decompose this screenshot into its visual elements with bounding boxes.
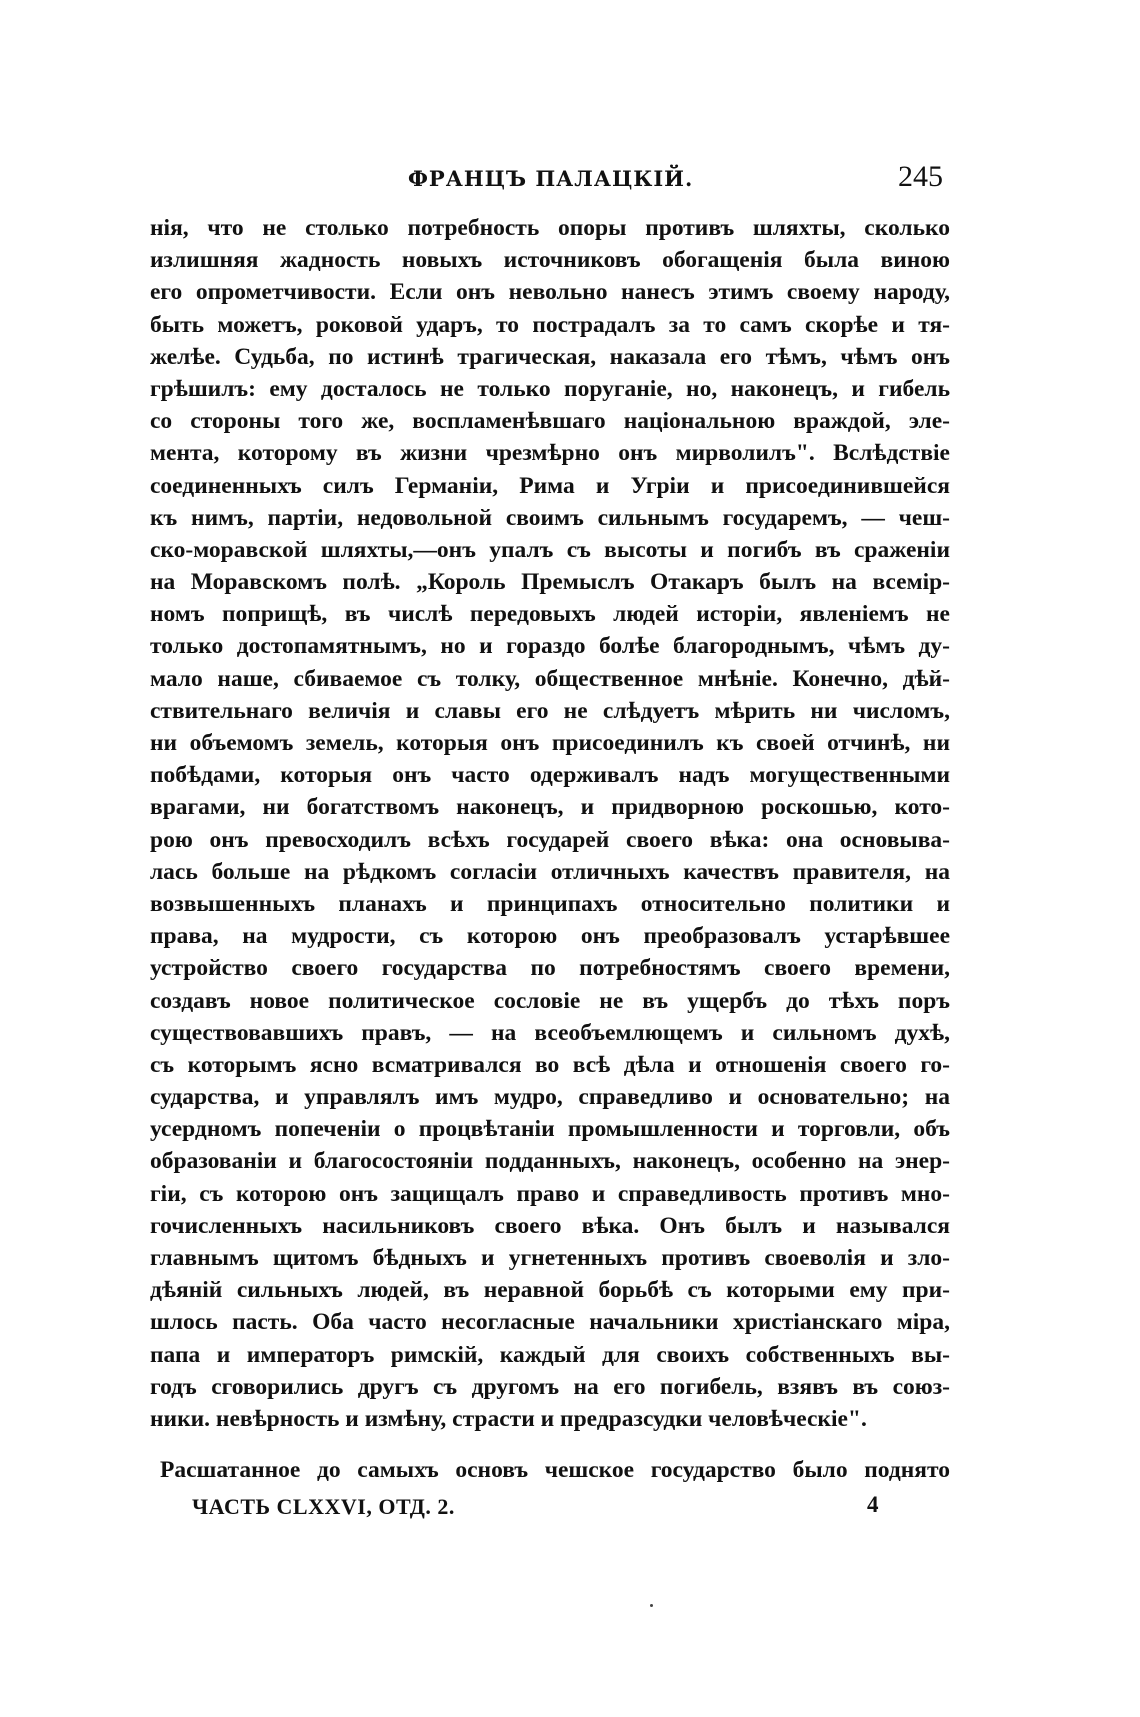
text-line: грѣшилъ: ему досталось не только поруганіе, но, наконецъ, и гибель xyxy=(150,375,950,402)
text-line: устройство своего государства по потребностямъ своего времени, xyxy=(150,955,950,982)
text-line: излишняя жадность новыхъ источниковъ обогащенія была виною xyxy=(150,247,950,274)
text-line: рою онъ превосходилъ всѣхъ государей своего вѣка: она основыва- xyxy=(150,826,950,853)
text-line: побѣдами, которыя онъ часто одерживалъ надъ могущественными xyxy=(150,762,950,789)
text-line: дѣяній сильныхъ людей, въ неравной борьбѣ съ которыми ему при- xyxy=(150,1277,950,1304)
running-header xyxy=(148,160,948,200)
page-number: 245 xyxy=(898,160,943,193)
text-line: сударства, и управлялъ имъ мудро, справедливо и основательно; на xyxy=(150,1084,950,1111)
next-paragraph-start: Расшатанное до самыхъ основъ чешское государство было поднято xyxy=(160,1457,950,1483)
text-line: ствительнаго величія и славы его не слѣдуетъ мѣрить ни числомъ, xyxy=(150,697,950,724)
body-paragraph xyxy=(150,212,950,1435)
text-line: создавъ новое политическое сословіе не въ ущербъ до тѣхъ поръ xyxy=(150,987,950,1014)
text-line: быть можетъ, роковой ударъ, то пострадалъ за то самъ скорѣе и тя- xyxy=(150,311,950,338)
text-line: гочисленныхъ насильниковъ своего вѣка. Онъ былъ и назывался xyxy=(150,1212,950,1239)
text-line: возвышенныхъ планахъ и принципахъ относительно политики и xyxy=(150,890,950,917)
printer-signature: ЧАСТЬ CLXXVI, ОТД. 2. xyxy=(192,1494,455,1519)
text-line: папа и императоръ римскій, каждый для своихъ собственныхъ вы- xyxy=(150,1341,950,1368)
text-line: ники. невѣрность и измѣну, страсти и предразсудки человѣческіе". xyxy=(150,1405,867,1432)
text-line: врагами, ни богатствомъ наконецъ, и придворною роскошью, кото- xyxy=(150,794,950,821)
text-line: усердномъ попеченіи о процвѣтаніи промышленности и торговли, объ xyxy=(150,1116,950,1143)
text-line: со стороны того же, воспламенѣвшаго національною враждой, эле- xyxy=(150,408,950,435)
text-line: ни объемомъ земель, которыя онъ присоединилъ къ своей отчинѣ, ни xyxy=(150,730,950,756)
text-line: образованіи и благосостояніи подданныхъ, наконецъ, особенно на энер- xyxy=(150,1148,950,1175)
text-line: только достопамятнымъ, но и гораздо болѣе благороднымъ, чѣмъ ду- xyxy=(150,633,950,660)
running-head-title: ФРАНЦЪ ПАЛАЦКІЙ. xyxy=(408,166,694,191)
text-line: существовавшихъ правъ, — на всеобъемлющемъ и сильномъ духѣ, xyxy=(150,1019,950,1046)
text-line: на Моравскомъ полѣ. „Король Премыслъ Отакаръ былъ на всемір- xyxy=(150,569,950,596)
text-line: лась больше на рѣдкомъ согласіи отличныхъ качествъ правителя, на xyxy=(150,858,950,885)
text-line: гіи, съ которою онъ защищалъ право и справедливость противъ мно- xyxy=(150,1180,950,1207)
print-speck xyxy=(650,1604,653,1607)
text-line: нія, что не столько потребность опоры противъ шляхты, сколько xyxy=(150,215,950,241)
sheet-number: 4 xyxy=(867,1492,879,1517)
text-line: ско-моравской шляхты,—онъ упалъ съ высоты и погибъ въ сраженіи xyxy=(150,536,950,563)
text-line: желѣе. Судьба, по истинѣ трагическая, наказала его тѣмъ, чѣмъ онъ xyxy=(150,343,950,370)
text-line: соединенныхъ силъ Германіи, Рима и Угріи и присоединившейся xyxy=(150,472,950,499)
text-line: съ которымъ ясно всматривался во всѣ дѣла и отношенія своего го- xyxy=(150,1051,950,1078)
text-line: къ нимъ, партіи, недовольной своимъ сильнымъ государемъ, — чеш- xyxy=(150,504,950,531)
text-line: шлось пасть. Оба часто несогласные начальники христіанскаго міра, xyxy=(150,1309,950,1336)
text-line: годъ сговорились другъ съ другомъ на его погибель, взявъ въ союз- xyxy=(150,1373,950,1400)
text-line: мента, которому въ жизни чрезмѣрно онъ мирволилъ". Вслѣдствіе xyxy=(150,440,950,467)
text-line: главнымъ щитомъ бѣдныхъ и угнетенныхъ противъ своеволія и зло- xyxy=(150,1245,950,1271)
text-line: мало наше, сбиваемое съ толку, общественное мнѣніе. Конечно, дѣй- xyxy=(150,665,950,692)
text-line: номъ поприщѣ, въ числѣ передовыхъ людей исторіи, явленіемъ не xyxy=(150,601,950,628)
text-line: его опрометчивости. Если онъ невольно нанесъ этимъ своему народу, xyxy=(150,279,950,306)
text-line: права, на мудрости, съ которою онъ преобразовалъ устарѣвшее xyxy=(150,923,950,950)
